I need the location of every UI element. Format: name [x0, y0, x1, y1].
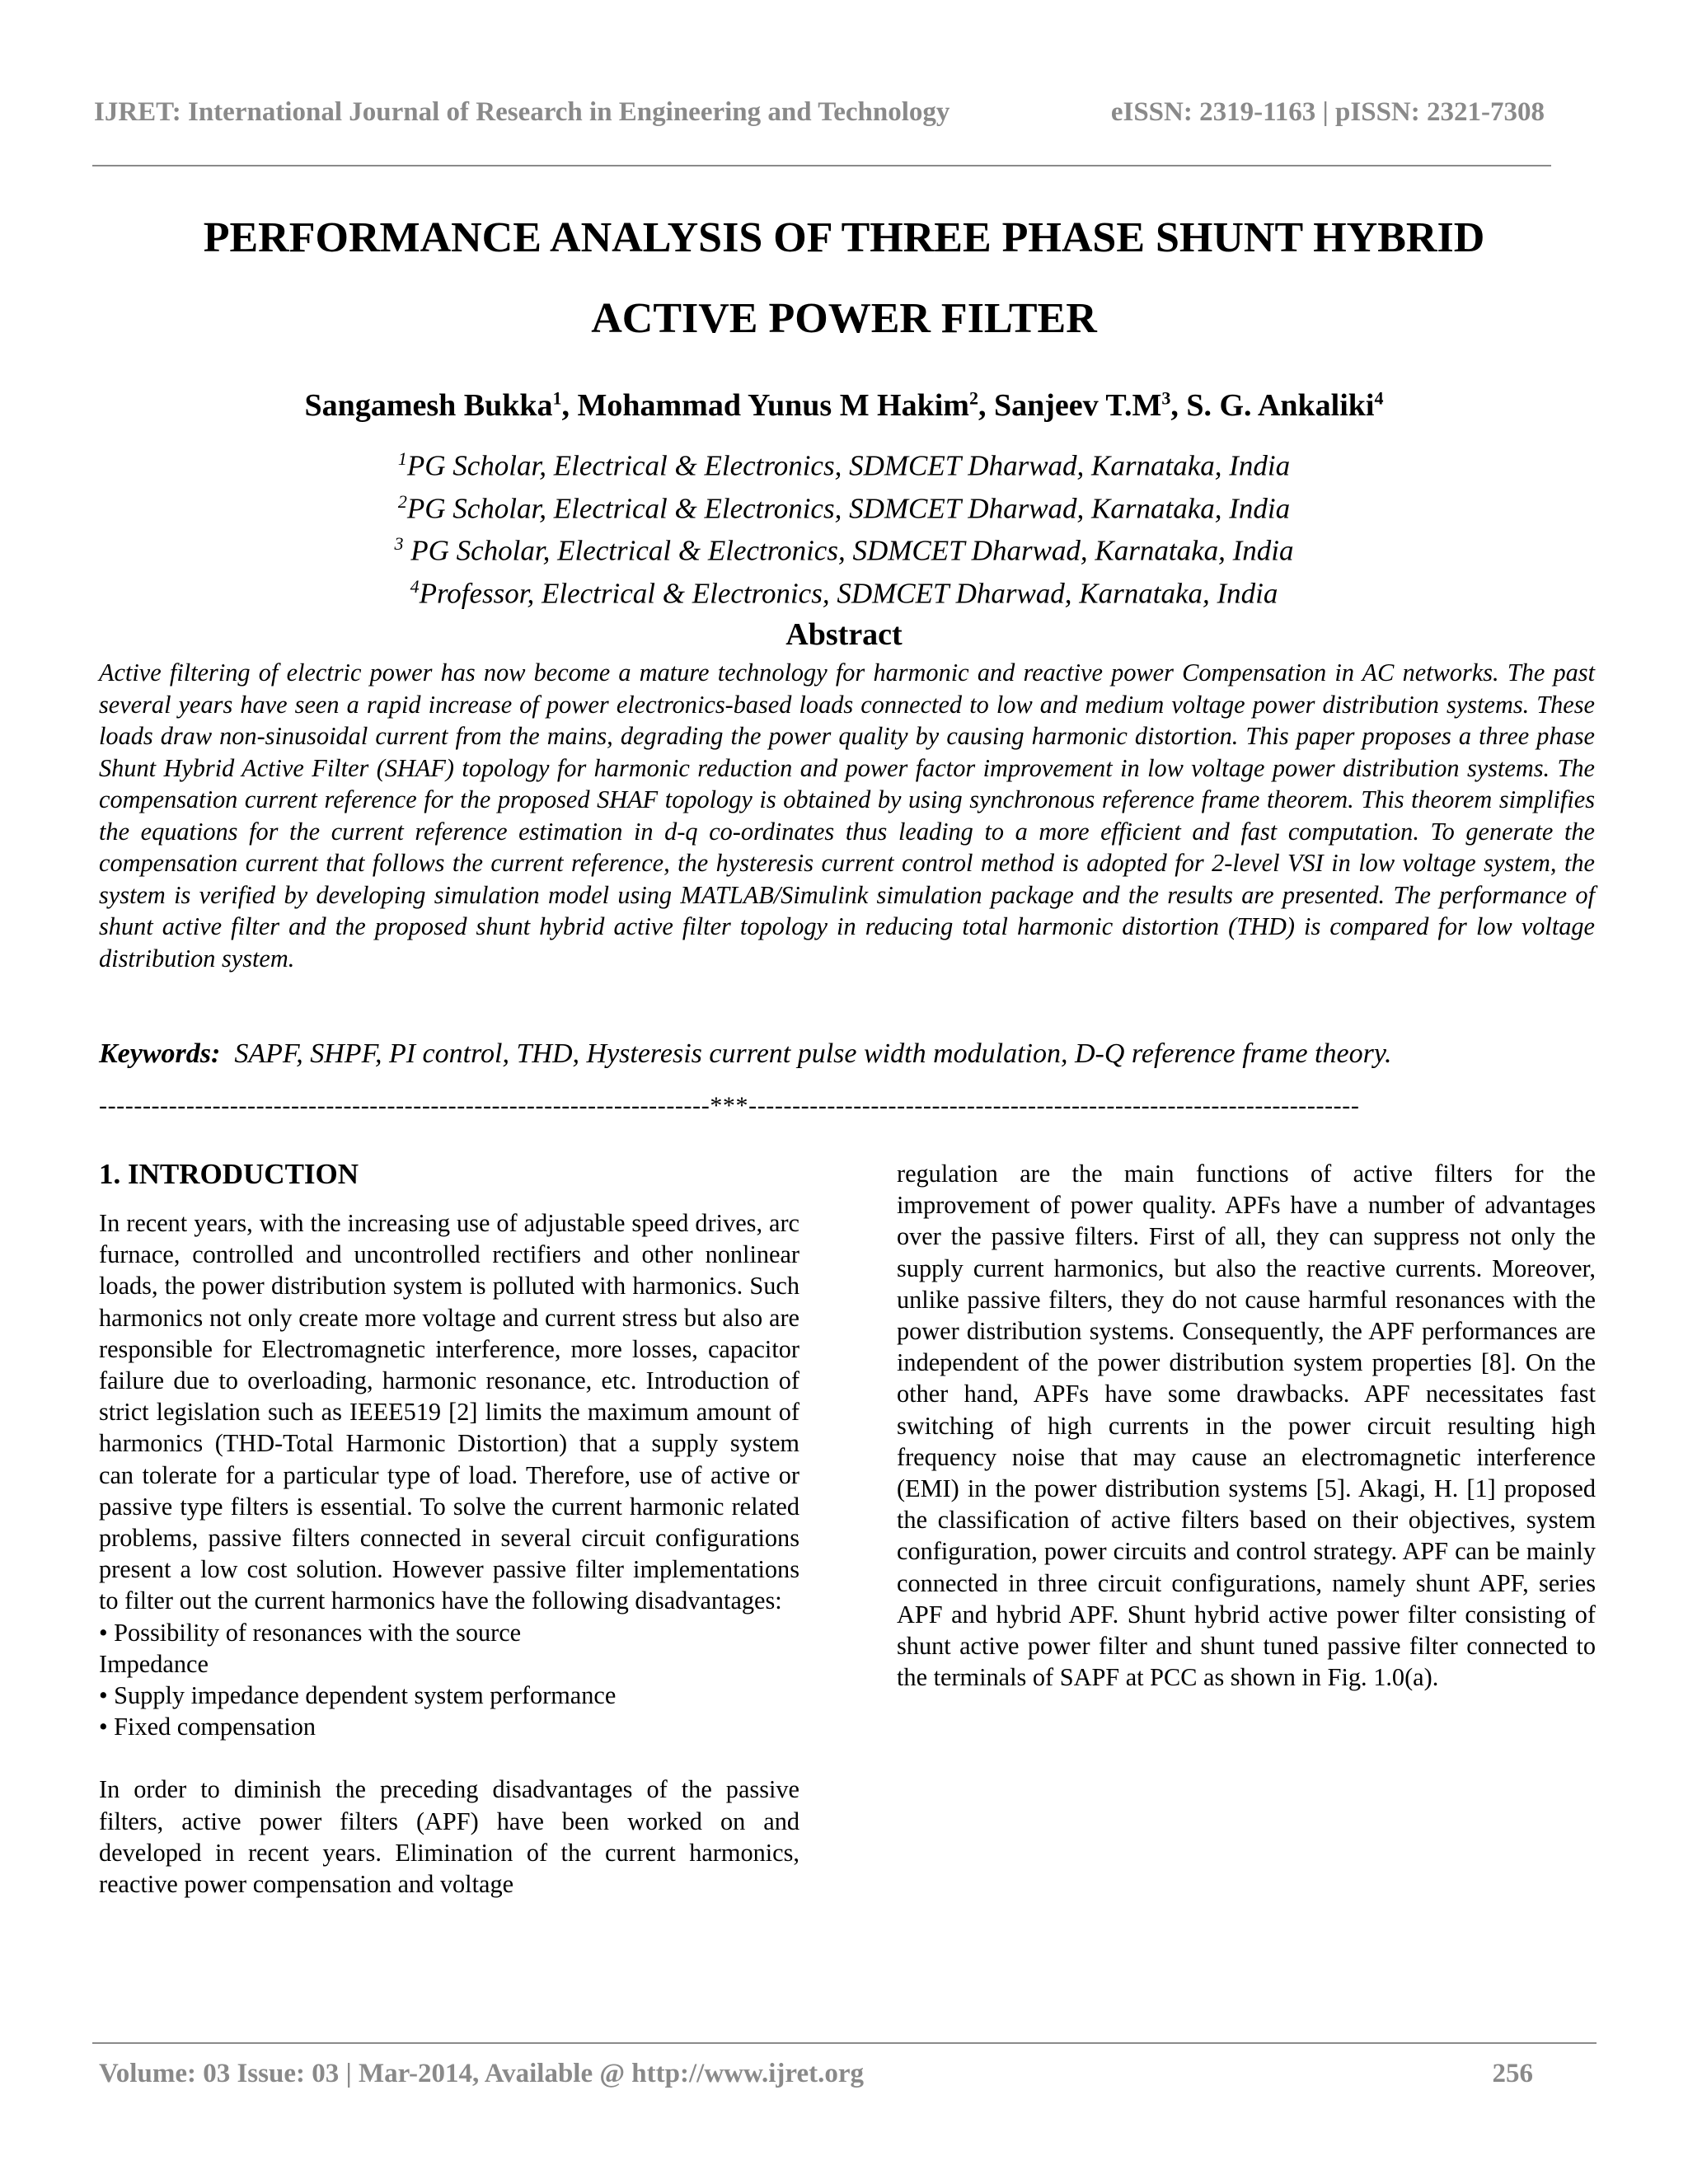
affiliation: $^4$Professor, Electrical & Electronics, SDMCET Dharwad, Karnataka, India	[410, 575, 1278, 610]
author: S. G. Ankaliki$^4$	[1186, 387, 1384, 423]
bullet-continuation: Impedance	[99, 1649, 209, 1678]
title-line-2: ACTIVE POWER FILTER	[591, 295, 1097, 342]
intro-paragraph-3: regulation are the main functions of active filters for the improvement of power quality. APFs have a number of advantages over the passive filters. First of all, they can suppress not only the supply current harmonics, but also the reactive currents. Moreover, unlike passive filters, they do not cause harmful resonances with the power distribution systems. Consequently, the APF performances are independent of the power distribution system properties [8]. On the other hand, APFs have some drawbacks. APF necessitates fast switching of high currents in the power circuit resulting high frequency noise that may cause an electromagnetic interference (EMI) in the power distribution systems [5]. Akagi, H. [1] proposed the classification of active filters based on their objectives, system configuration, power circuits and control strategy. APF can be mainly connected in three circuit configurations, namely shunt APF, series APF and hybrid APF. Shunt hybrid active power filter consisting of shunt active power filter and shunt tuned passive filter connected to the terminals of SAPF at PCC as shown in Fig. 1.0(a).	[897, 1160, 1596, 1692]
abstract-text: Active filtering of electric power has now become a mature technology for harmonic and reactive power Compensation in AC networks. The past several years have seen a rapid increase of power electronics-based loads connected to low and medium voltage power distribution systems. These loads draw non-sinusoidal current from the mains, degrading the power quality by causing harmonic distortion. This paper proposes a three phase Shunt Hybrid Active Filter (SHAF) topology for harmonic reduction and power factor improvement in low voltage power distribution systems. The compensation current reference for the proposed SHAF topology is obtained by using synchronous reference frame theorem. This theorem simplifies the equations for the current reference estimation in d-q co-ordinates thus leading to a more efficient and fast computation. To generate the compensation current that follows the current reference, the hysteresis current control method is adopted for 2-level VSI in low voltage system, the system is verified by developing simulation model using MATLAB/Simulink simulation package and the results are presented. The performance of shunt active filter and the proposed shunt hybrid active filter topology in reducing total harmonic distortion (THD) is compared for low voltage distribution system.	[99, 658, 1595, 972]
affiliation: $^2$PG Scholar, Electrical & Electronics, SDMCET Dharwad, Karnataka, India	[397, 490, 1291, 525]
author-list	[94, 387, 1594, 424]
volume-info: Volume: 03 Issue: 03 | Mar-2014, Available @ http://www.ijret.org	[99, 2059, 864, 2088]
issn: eISSN: 2319-1163 | pISSN: 2321-7308	[1110, 97, 1545, 127]
affiliation: $^1$PG Scholar, Electrical & Electronics, SDMCET Dharwad, Karnataka, India	[397, 448, 1291, 482]
left-column	[99, 1158, 799, 1900]
author: Sangamesh Bukka$^1$,	[304, 387, 578, 423]
affiliation: $^3$ PG Scholar, Electrical & Electronics, SDMCET Dharwad, Karnataka, India	[394, 533, 1294, 567]
header-rule	[92, 165, 1551, 166]
bullet-item: • Fixed compensation	[99, 1713, 316, 1741]
keywords-text: SAPF, SHPF, PI control, THD, Hysteresis current pulse width modulation, D-Q reference frame theory.	[220, 1038, 1392, 1069]
abstract-heading: Abstract	[785, 617, 903, 652]
affiliations	[94, 441, 1594, 612]
section-heading: 1. INTRODUCTION	[99, 1158, 359, 1190]
footer-rule	[92, 2042, 1597, 2044]
intro-paragraph-1: In recent years, with the increasing use of adjustable speed drives, arc furnace, controlled and uncontrolled rectifiers and other nonlinear loads, the power distribution system is polluted with harmonics. Such harmonics not only create more voltage and current stress but also are responsible for Electromagnetic interference, more losses, capacitor failure due to overloading, harmonic resonance, etc. Introduction of strict legislation such as IEEE519 [2] limits the maximum amount of harmonics (THD-Total Harmonic Distortion) that a supply system can tolerate for a particular type of load. Therefore, use of active or passive type filters is essential. To solve the current harmonic related problems, passive filters connected in several circuit configurations present a low cost solution. However passive filter implementations to filter out the current harmonics have the following disadvantages:	[99, 1209, 799, 1615]
paper-title	[94, 198, 1594, 359]
section-separator: ----------------------------------------------------------------------***----------------------------------------------------------------------	[99, 1092, 1360, 1119]
page-number: 256	[1492, 2059, 1533, 2088]
author: Sanjeev $T.M^3$,	[993, 387, 1187, 423]
keywords	[99, 1038, 1595, 1070]
keywords-label: Keywords:	[99, 1038, 221, 1069]
right-column	[897, 1158, 1596, 1693]
journal-name: IJRET: International Journal of Research in Engineering and Technology	[94, 97, 950, 127]
intro-paragraph-2: In order to diminish the preceding disadvantages of the passive filters, active power filters (APF) have been worked on and developed in recent years. Elimination of the current harmonics, reactive power compensation and voltage	[99, 1775, 799, 1899]
bullet-item: • Possibility of resonances with the source	[99, 1618, 522, 1647]
title-line-1: PERFORMANCE ANALYSIS OF THREE PHASE SHUNT HYBRID	[203, 214, 1485, 261]
author: Mohammad Yunus M Hakim$^2$,	[577, 387, 994, 423]
bullet-item: • Supply impedance dependent system performance	[99, 1681, 617, 1710]
